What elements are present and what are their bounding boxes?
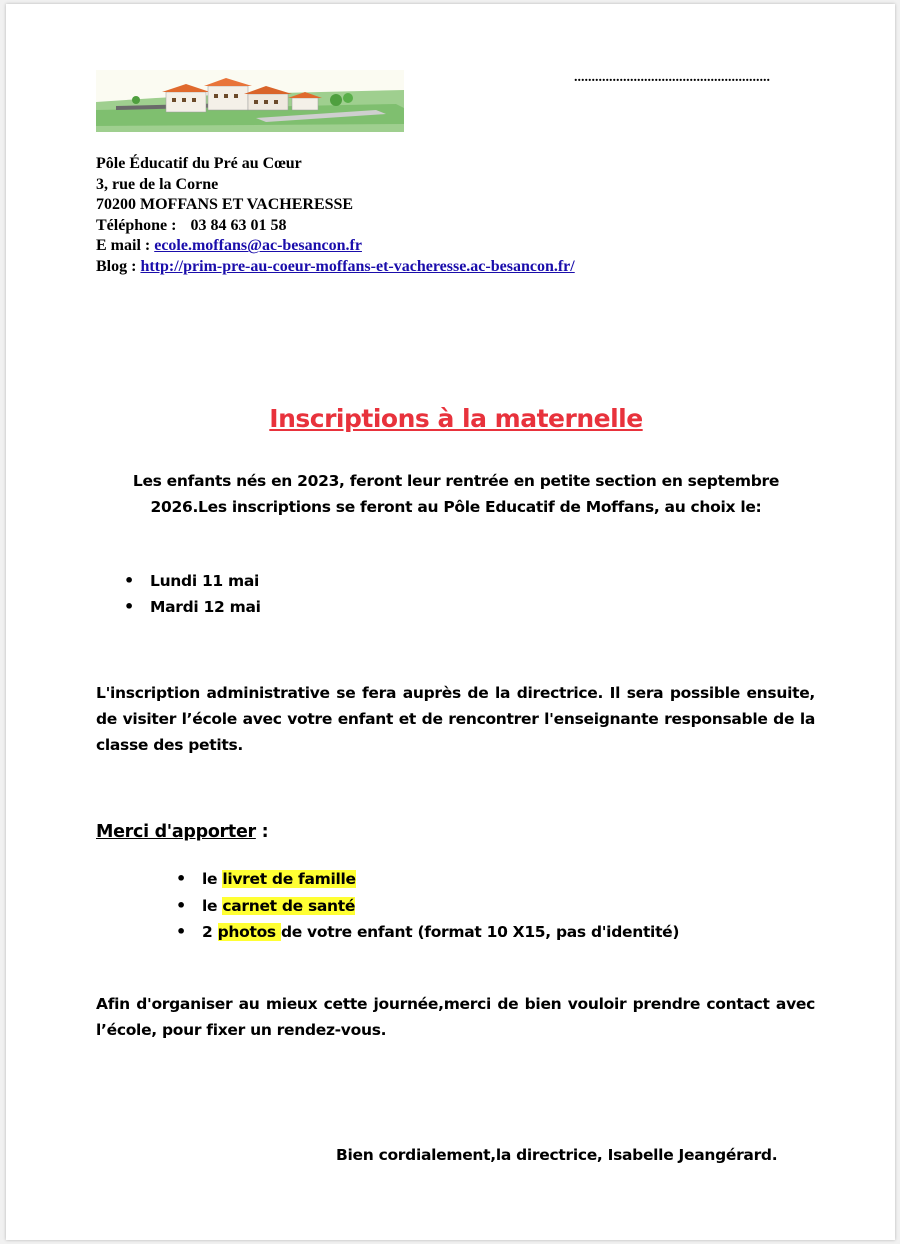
- phone-number: 03 84 63 01 58: [190, 216, 287, 234]
- phone-label: Téléphone :: [96, 216, 177, 234]
- bring-list: [176, 866, 679, 946]
- phone-line: [96, 216, 575, 237]
- email-link[interactable]: ecole.moffans@ac-besancon.fr: [154, 237, 362, 255]
- bring-item: [176, 866, 679, 893]
- bring-heading-colon: :: [255, 822, 269, 842]
- bring-item-prefix: 2: [202, 923, 218, 941]
- blog-line: [96, 257, 575, 278]
- intro-paragraph: Les enfants nés en 2023, feront leur rentrée en petite section en septembre 2026.Les inscriptions se feront au Pôle Educatif de Moffans, au choix le:: [132, 472, 780, 516]
- reference-dots: ........................................................: [574, 70, 770, 85]
- street-address: 3, rue de la Corne: [96, 175, 219, 193]
- day-item: • Lundi 11 mai: [124, 568, 261, 594]
- school-name: Pôle Éducatif du Pré au Cœur: [96, 155, 302, 172]
- school-address-block: [96, 154, 575, 278]
- registration-paragraph: L'inscription administrative se fera auprès de la directrice. Il sera possible ensuite, de visiter l’école avec votre enfant et de rencontrer l'enseignante responsable de la classe des petits.: [96, 684, 815, 754]
- blog-link[interactable]: http://prim-pre-au-coeur-moffans-et-vacheresse.ac-besancon.fr/: [140, 257, 575, 275]
- bring-item-highlight: carnet de santé: [222, 896, 356, 915]
- bring-item-prefix: le: [202, 870, 223, 888]
- bring-item-highlight: photos: [217, 923, 281, 941]
- email-label: E mail :: [96, 237, 151, 255]
- days-list: [124, 568, 261, 620]
- bring-item-highlight: livret de famille: [222, 870, 356, 888]
- bring-item-suffix: de votre enfant (format 10 X15, pas d'identité): [280, 923, 680, 941]
- bring-heading: [96, 819, 268, 845]
- day-item: • Mardi 12 mai: [124, 594, 261, 620]
- city-address: 70200 MOFFANS ET VACHERESSE: [96, 196, 354, 214]
- email-line: [96, 236, 575, 257]
- page-title: Inscriptions à la maternelle: [269, 404, 643, 433]
- closing-paragraph: Afin d'organiser au mieux cette journée,merci de bien vouloir prendre contact avec l’école, pour fixer un rendez-vous.: [96, 995, 815, 1039]
- bring-item: [176, 919, 679, 946]
- bring-item-prefix: le: [202, 896, 223, 915]
- bring-heading-text: Merci d'apporter: [96, 822, 256, 842]
- signature: Bien cordialement,la directrice, Isabelle Jeangérard.: [336, 1146, 778, 1164]
- document-page: [6, 4, 895, 1240]
- blog-label: Blog :: [96, 257, 137, 275]
- bring-item: [176, 893, 679, 920]
- school-building-logo: [96, 70, 404, 132]
